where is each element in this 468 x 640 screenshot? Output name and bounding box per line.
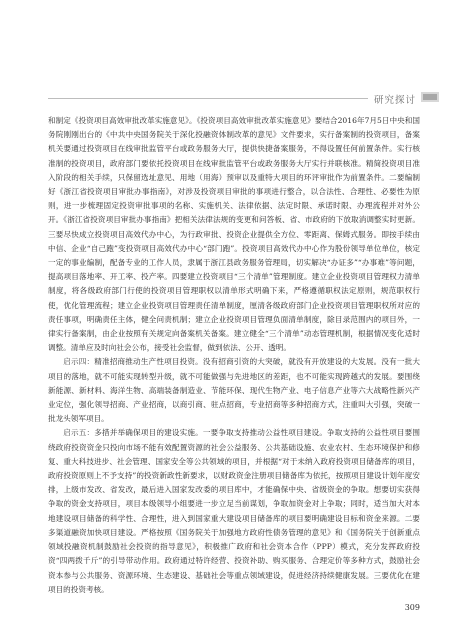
paragraph <box>48 426 420 596</box>
paragraph-text: 精准招商推动生产性项目投资。没有招商引资的大突破，就没有开放建设的大发展。没有一批大项目的落地，就不可能实现转型升级，就不可能做强与先进地区的差距，也不可能实现跨越式的发展。要围绕新能源、新材料、海洋生物、高端装备制造业、节能环保、现代生物产业、电子信息产业等六大战略性新兴产业定位，强化领导招商、产业招商，以商引商、驻点招商，专业招商等多种招商方式，注重叫大引强，突破一批龙头领军项目。 <box>48 357 421 424</box>
paragraph <box>48 114 420 355</box>
section-emblem-icon <box>420 89 440 105</box>
paragraph-lead: 启示五： <box>63 428 95 438</box>
paragraph-lead: 启示四： <box>63 357 95 367</box>
header-rule <box>48 98 408 99</box>
paragraph-text: 多措并举确保项目的建设实施。一要争取支持推动公益性项目建设。争取支持的公益性项目要围绕政府投资资金只投向市场不能有效配置资源的社会公益服务、公共基础设施、农业农村、生态环境保护和修复、重大科技进步、社会管理、国家安全等公共领域的项目，并根据“对于未纳入政府投资项目储备库的项目，政府投资原则上不予支持”的投资新政性新要求，以财政资金注册项目储备库为依托，按照项目建设计划年度安排，上级市发改、省发改，最后进入国家发改委的项目库中，才能确保中央、省级资金的争取。想要切实获得争取的资金支持项目，项目本级领导小组要进一步立足当前谋划，争取加资金对上争取；同时，适当加大对本地建设项目储备的科学性、合理性，进入到国家重大建设项目储备库的项目要明确建设目标和资金来源。二要多渠道融资加快项目建设。严格按照《国务院关于加强地方政府性债务管理的意见》和《国务院关于创新重点领域投融资机制鼓励社会投资的指导意见》，积极推广政府和社会资本合作（PPP）模式，充分发挥政府投资“四两拨千斤”的引导带动作用。政府通过特许经营、投资补助、购买服务、合理定价等多种方式，鼓励社会资本参与公共服务、资源环境、生态建设、基础社会等重点领域建设，促进经济持续健康发展。三要优化在建项目的投资考核。 <box>48 428 421 594</box>
paragraph-text: 和制定《投资项目高效审批改革实施意见》。《投资项目高效审批改革实施意见》要结合2016年7月5日中央和国务院刚刚出台的《中共中央国务院关于深化投融资体制改革的意见》文件要求，实行备案制的投资项目，备案机关要通过投资项目在线审批监管平台或政务服务大厅，提供快捷备案服务，不得设置任何前置条件。实行核准制的投资项目，政府部门要依托投资项目在线审批监管平台或政务服务大厅实行并联核准。精简投资项目准入阶段的相关手续，只保留选址意见、用地（用海）预审以及重特大项目的环评审批作为前置条件。二要编制好《浙江省投资项目审批办事指南》，对涉及投资项目审批的事项进行整合，以合法性、合理性、必要性为原则，进一步梳理固定投资审批事项的名称、实施机关、法律依据、法定时限、承诺时限、办理流程并对外公开。《浙江省投资项目审批办事指南》把相关法律法规的变更和问答板、省、市政府的下放取消调整实时更新。三要尽快成立投资项目高效代办中心，为行政审批、投资企业提供全方位、零距离、保姆式服务。即按手续由中信、企业“自己跑”变投资项目高效代办中心“部门跑”。投资项目高效代办中心作为股份领导单位单位，核定一定的事业编制，配备专业的工作人员，隶属于浙江县政务服务管理局，切实解决“办证多”“办事难”等问题，提高项目落地率、开工率、投产率。四要建立投资项目“三个清单”管理制度。建立企业投资项目管理权力清单制度，将各级政府部门行使的投资项目管理职权以清单形式明确下来，严格遵循职权法定原则，规范职权行使，优化管理流程；建立企业投资项目管理责任清单制度，厘清各级政府部门企业投资项目管理职权所对应的责任事项，明确责任主体，健全问责机制；建立企业投资项目管理负面清单制度，除目录范围内的项目外，一律实行备案制，由企业按照有关规定向备案机关备案。建立健全“三个清单”动态管理机制，根据情况变化适时调整。清单应及时向社会公布，接受社会监督，做到依法、公开、透明。 <box>48 116 420 353</box>
section-label: 研究探讨 <box>368 92 416 106</box>
article-body <box>48 114 420 597</box>
page-number: 309 <box>404 603 420 612</box>
paragraph <box>48 355 420 426</box>
